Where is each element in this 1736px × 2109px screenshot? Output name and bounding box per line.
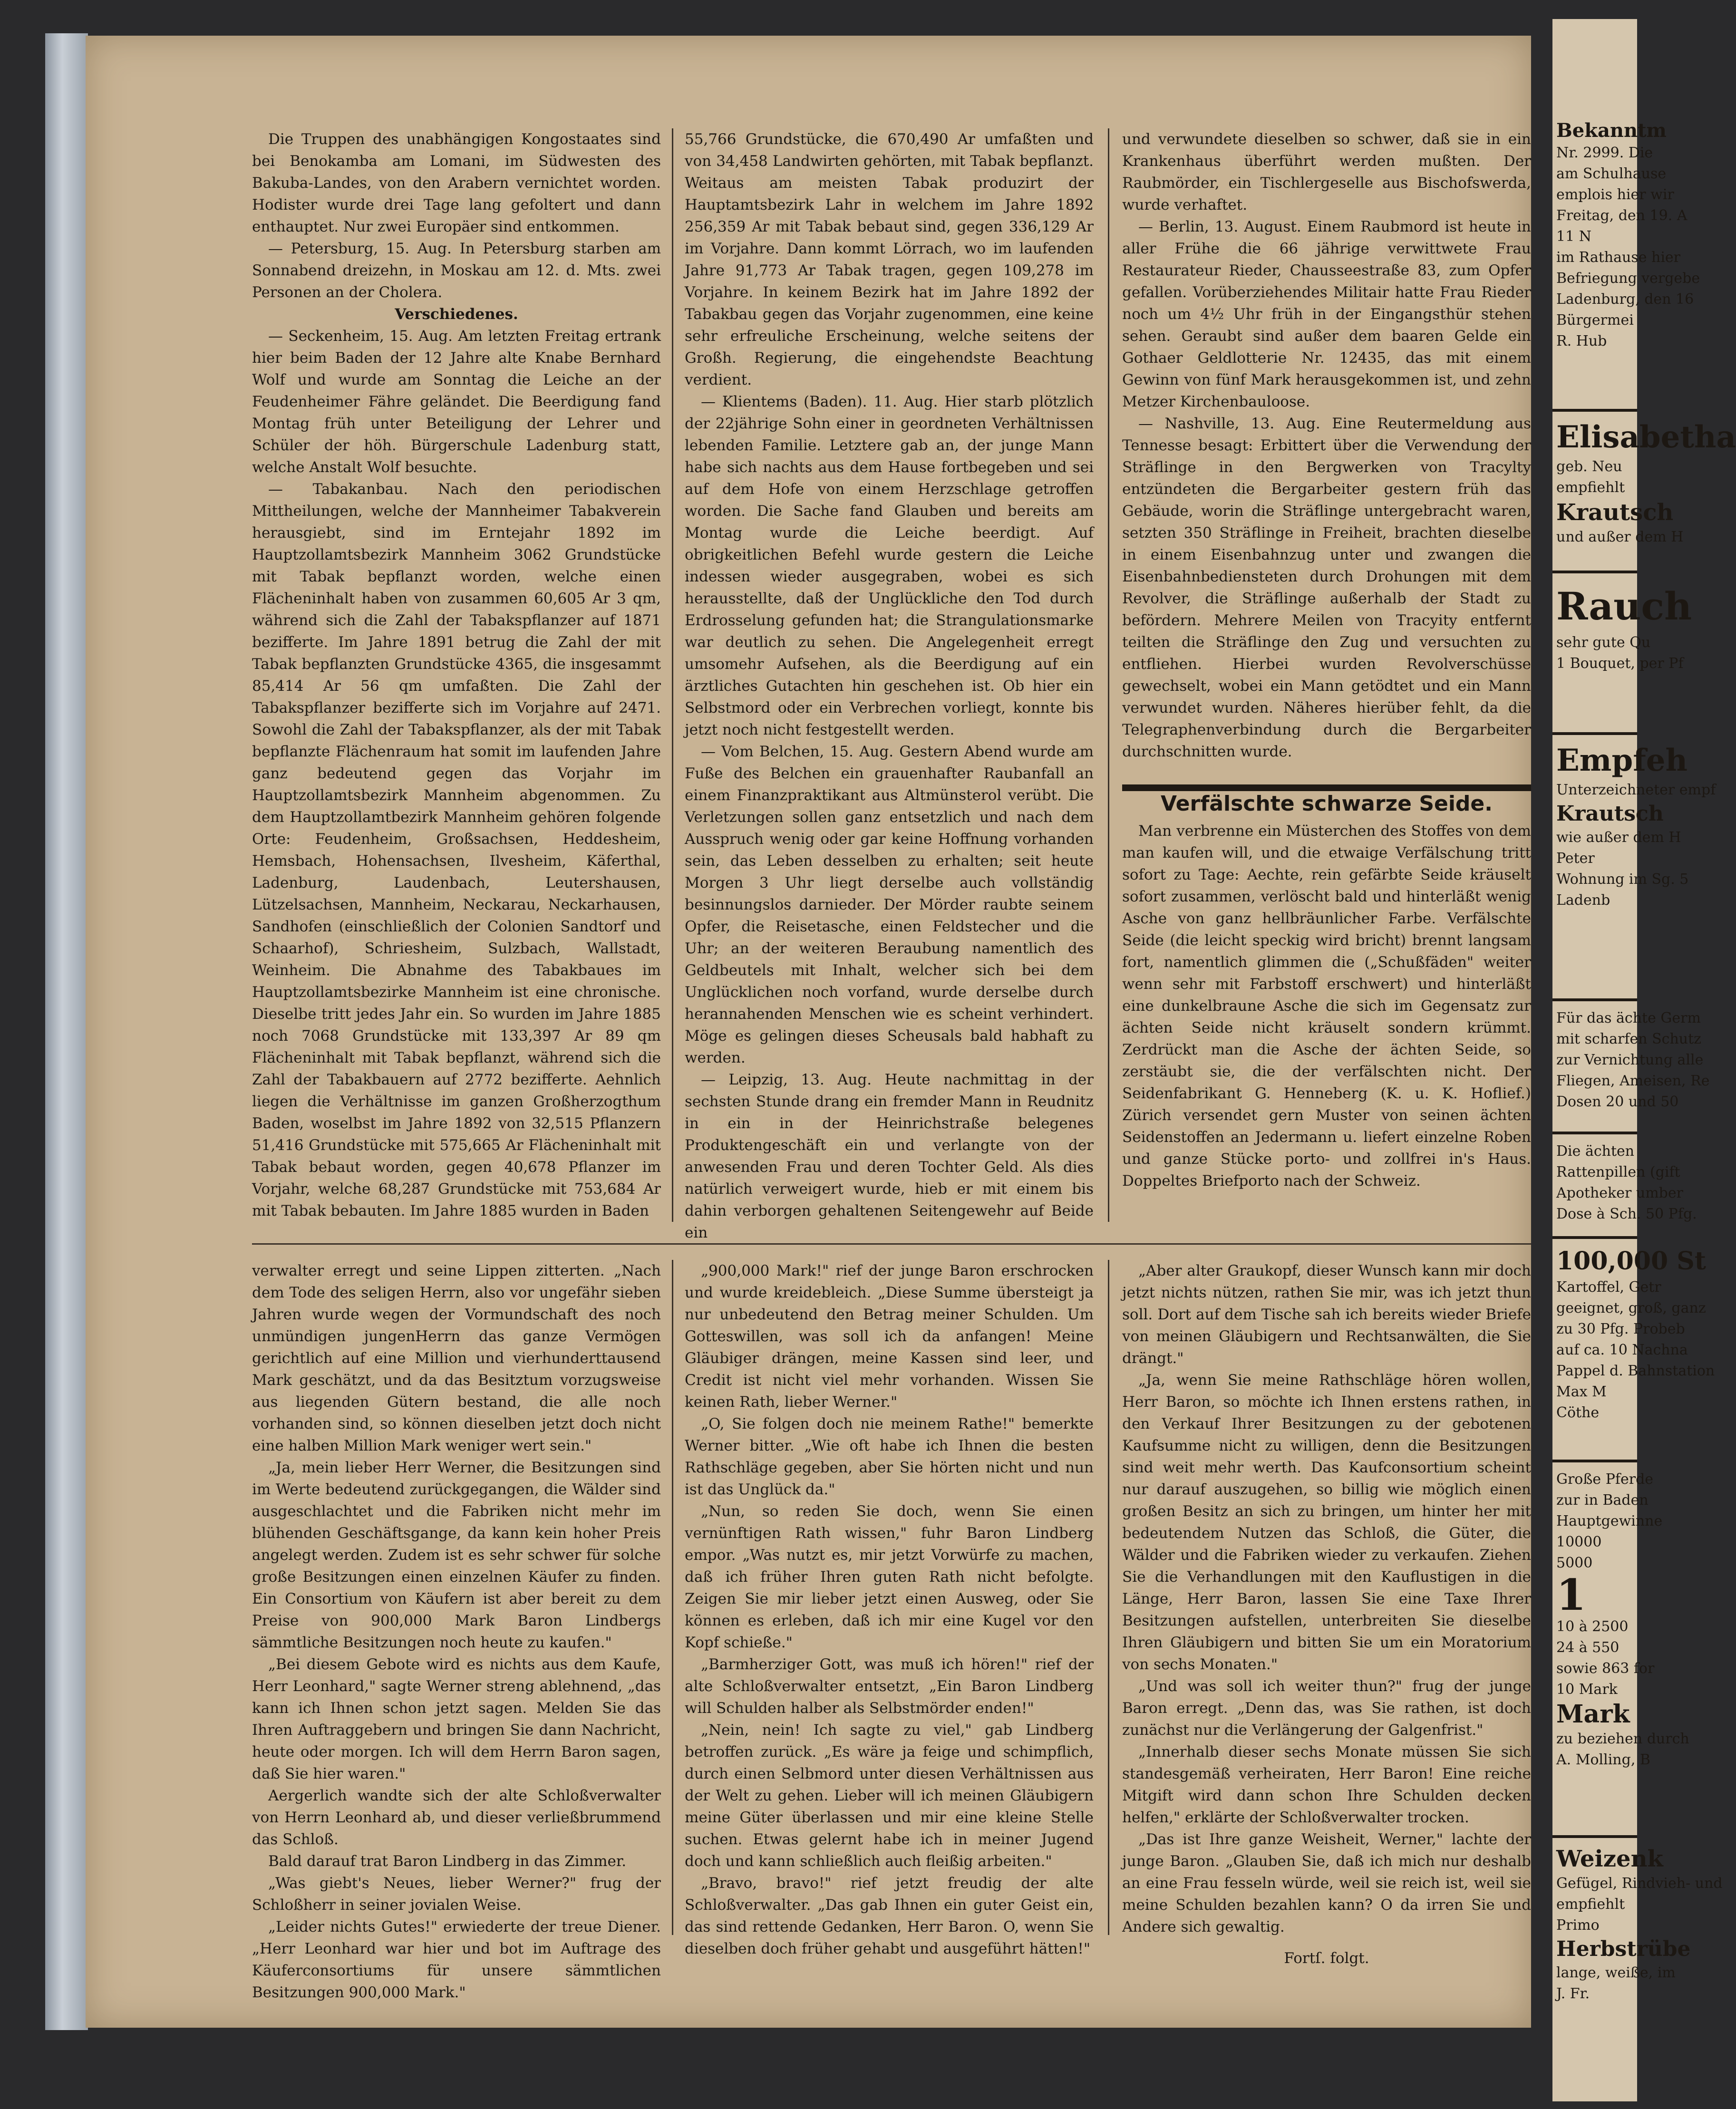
article-seckenheim: — Seckenheim, 15. Aug. Am letzten Freitag ertrank hier beim Baden der 12 Jahre alte Knabe Bernhard Wolf und wurde am Sonntag die Leiche an der Feudenheimer Fähre geländet. Die Beerdigung fand Montag früh unter Beteiligung der Lehrer und Schüler der höh. Bürgerschule Ladenburg statt, welche Anstalt Wolf besuchte. — [252, 328, 661, 476]
article-berlin: — Berlin, 13. August. Einem Raubmord ist heute in aller Frühe die 66 jährige verwittwete Frau Restaurateur Rieder, Chausseestraße 83, zum Opfer gefallen. Vorüberziehendes Militair hatte Frau Rieder noch um 4½ Uhr früh in der Eingangsthür stehen sehen. Geraubt sind außer dem baaren Gelde ein Gothaer Geldlotterie Nr. 12435, das mit einem Gewinn von fünf Mark herausgekommen ist, und zehn Metzer Kirchenbauloose. — [1122, 218, 1531, 410]
story-paragraph: „Was giebt's Neues, lieber Werner?" frug der Schloßherr in seiner jovialen Weise. — [252, 1875, 661, 1914]
edge-ad-empfehlung: Empfeh Unterzeichneter empf Krautsch wie außer dem H Peter Wohnung im Sg. 5 Ladenb — [1556, 743, 1716, 909]
story-paragraph: verwalter erregt und seine Lippen zitterten. „Nach dem Tode des seligen Herrn, also vor ungefähr sieben Jahren wurde wegen der Vormundschaft des noch unmündigen jungenHerrn das ganze Vermögen gerichtlich auf eine Million und vierhunderttausend Mark geschätzt, und da das Besitztum vorzugsweise aus liegenden Gütern bestand, die alle noch vorhanden sind, so können dieselben jetzt doch nicht eine halben Million Mark weniger wert sein." — [252, 1262, 661, 1454]
column-rule — [672, 1260, 673, 1935]
story-paragraph: „O, Sie folgen doch nie meinem Rathe!" bemerkte Werner bitter. „Wie oft habe ich Ihnen die besten Rathschläge gegeben, aber Sie hörten nicht und nun ist das Unglück da." — [685, 1415, 1094, 1498]
story-paragraph: „Aber alter Graukopf, dieser Wunsch kann mir doch jetzt nichts nützen, rathen Sie mir, was ich jetzt thun soll. Dort auf dem Tische sah ich bereits wieder Briefe von meinen Gläubigern und Rechtsanwälten, die Sie drängt." — [1122, 1262, 1531, 1367]
article-leipzig-cont: und verwundete dieselben so schwer, daß sie in ein Krankenhaus überführt werden mußten. Der Raubmörder, ein Tischlergeselle aus Bischofswerda, wurde verhaftet. — [1122, 131, 1531, 213]
edge-ad-kartoffel: 100,000 St Kartoffel, Getr geeignet, groß, ganz zu 30 Pfg. Probeb auf ca. 10 Nachna Pappel d. Bahnstation Max M Cöthe — [1556, 1247, 1715, 1421]
story-paragraph: „Nein, nein! Ich sagte zu viel," gab Lindberg betroffen zurück. „Es wäre ja feige und schimpflich, durch einen Selbmord unter diesen Verhältnissen aus der Welt zu gehen. Lieber will ich meinen Gläubigern meine Güter überlassen und mir eine kleine Stelle suchen. Etwas gelernt habe ich in meiner Jugend doch und kann schließlich auch fleißig arbeiten." — [685, 1722, 1094, 1870]
article-tabakanbau: — Tabakanbau. Nach den periodischen Mittheilungen, welche der Mannheimer Tabakverein herausgiebt, sind im Erntejahr 1892 im Hauptzollamtsbezirk Mannheim 3062 Grundstücke mit Tabak bepflanzt worden, welche einen Flächeninhalt haben von zusammen 60,605 Ar 3 qm, während sich die Zahl der Tabakspflanzer auf 1871 bezifferte. Im Jahre 1891 betrug die Zahl der mit Tabak bepflanzten Grundstücke 4365, die insgesammt 85,414 Ar 56 qm umfaßten. Die Zahl der Tabakspflanzer bezifferte sich im Vorjahre auf 2471. Sowohl die Zahl der Tabakspflanzer, als der mit Tabak bepflanzte Flächenraum hat somit im laufenden Jahre ganz bedeutend gegen das Vorjahr im Hauptzollamtsbezirk Mannheim abgenommen. Zu dem Hauptzollamtbezirk Mannheim gehören folgende Orte: Feudenheim, Großsachsen, Heddesheim, Hemsbach, Hohensachsen, Ilvesheim, Käferthal, Ladenburg, Laudenbach, Leutershausen, Lützelsachsen, Mannheim, Neckarau, Neckarhausen, Sandhofen (einschließlich der Colonien Sandtorf und Schaarhof), Schriesheim, Sulzbach, Wallstadt, Weinheim. Die Abnahme des Tabakbaues im Hauptzollamtsbezirke Mannheim ist eine chronische. Dieselbe tritt jedes Jahr ein. So wurden im Jahre 1885 noch 7068 Grundstücke mit 133,397 Ar 89 qm Flächeninhalt mit Tabak bepflanzt, während sich die Zahl der Tabakbauern auf 2772 bezifferte. Aehnlich liegen die Verhältnisse im ganzen Großherzogthum Baden, woselbst im Jahre 1892 von 32,515 Pflanzern 51,416 Grundstücke mit 575,665 Ar Flächeninhalt mit Tabak bebaut worden, gegen 40,678 Pflanzer im Vorjahr, welche 68,287 Grundstücke mit 753,684 Ar mit Tabak bebauten. Im Jahre 1885 wurden in Baden — [252, 481, 661, 1219]
book-binding — [45, 33, 88, 2030]
section-heading-verschiedenes: Verschiedenes. — [395, 306, 518, 323]
section-separator-rule — [252, 1243, 1531, 1245]
feuilleton-column-2 — [685, 1260, 1094, 1957]
feuilleton-column-1 — [252, 1260, 661, 2001]
edge-ad-pferdelotterie: Große Pferde zur in Baden Hauptgewinne 10000 5000 1 10 à 2500 24 à 550 sowie 863 for 10 Mark Mark zu beziehen durch A. Molling, B — [1556, 1471, 1689, 1768]
story-paragraph: „Bei diesem Gebote wird es nichts aus dem Kaufe, Herr Leonhard," sagte Werner streng ablehnend, „das kann ich Ihnen schon jetzt sagen. Melden Sie das Ihren Auftraggebern und bringen Sie dann Nachricht, heute oder morgen. Ich will dem Herrn Baron sagen, daß Sie hier waren." — [252, 1656, 661, 1782]
edge-rule — [1552, 571, 1637, 573]
ad-title: Verfälschte schwarze Seide. — [1161, 792, 1493, 816]
article-klientems: — Klientems (Baden). 11. Aug. Hier starb plötzlich der 22jährige Sohn einer in geordneten Verhältnissen lebenden Familie. Letztere gab an, der junge Mann habe sich nachts aus dem Hause fortbegeben und sei auf dem Hofe von einem Herzschlage getroffen worden. Die Sache fand Glauben und bereits am Montag wurde die Leiche beerdigt. Auf obrigkeitlichen Befehl wurde gestern die Leiche indessen wieder ausgegraben, wobei es sich herausstellte, daß der Unglückliche den Tod durch Erdrosselung gefunden hat; die Strangulationsmarke war deutlich zu sehen. Die Angelegenheit erregt umsomehr Aufsehen, als die Beerdigung auf ein ärztliches Gutachten hin geschehen ist. Ob hier ein Selbstmord oder ein Verbrechen vorliegt, konnte bis jetzt noch nicht festgestellt werden. — [685, 393, 1094, 738]
story-paragraph: „Nun, so reden Sie doch, wenn Sie einen vernünftigen Rath wissen," fuhr Baron Lindberg empor. „Was nutzt es, mir jetzt Vorwürfe zu machen, daß ich früher Ihren guten Rath nicht befolgte. Zeigen Sie mir lieber jetzt einen Ausweg, oder Sie können es erleben, daß ich mir eine Kugel vor den Kopf schieße." — [685, 1503, 1094, 1651]
edge-rule — [1552, 732, 1637, 735]
story-paragraph: „Ja, mein lieber Herr Werner, die Besitzungen sind im Werte bedeutend zurückgegangen, die Wälder sind ausgeschlachtet und die Fabriken nicht mehr im blühenden Geschäftsgange, da kann kein hoher Preis angelegt werden. Zudem ist es sehr schwer für solche große Besitzungen einen einzelnen Käufer zu finden. Ein Consortium von Käufern ist aber bereit zu dem Preise von 900,000 Mark Baron Lindbergs sämmtliche Besitzungen noch heute zu kaufen." — [252, 1459, 661, 1651]
article-petersburg: — Petersburg, 15. Aug. In Petersburg starben am Sonnabend dreizehn, in Moskau am 12. d. Mts. zwei Personen an der Cholera. — [252, 240, 661, 301]
edge-ad-germania: Für das ächte Germ mit scharfen Schutz zur Vernichtung alle Fliegen, Ameisen, Re Dosen 20 und 50 — [1556, 1010, 1710, 1110]
edge-ad-rattenpillen: Die ächten Rattenpillen (gift Apotheker umber Dose à Sch. 50 Pfg. — [1556, 1143, 1697, 1222]
edge-ad-rauch: Rauch sehr gute Qu 1 Bouquet, per Pf — [1556, 584, 1692, 672]
edge-rule — [1552, 1460, 1637, 1462]
ad-body: Man verbrenne ein Müsterchen des Stoffes von dem man kaufen will, und die etwaige Verfälschung tritt sofort zu Tage: Aechte, rein gefärbte Seide kräuselt sofort zusammen, verlöscht bald und hinterläßt wenig Asche von ganz hellbräunlicher Farbe. Verfälschte Seide (die leicht speckig wird bricht) brennt langsam fort, namentlich glimmen die („Schußfäden" weiter wenn sehr mit Farbstoff erschwert) und hinterläßt eine dunkelbraune Asche die sich im Gegensatz zur ächten Seide nicht kräuselt sondern krümmt. Zerdrückt man die Asche der ächten Seide, so zerstäubt sie, die der verfälschten nicht. Der Seidenfabrikant G. Henneberg (K. u. K. Hoflief.) Zürich versendet gern Muster von seinen ächten Seidenstoffen an Jedermann u. liefert einzelne Roben und ganze Stücke porto- und zollfrei in's Haus. Doppeltes Briefporto nach der Schweiz. — [1122, 822, 1531, 1190]
adjacent-page-edge — [1552, 19, 1736, 2101]
edge-ad-weizen: Weizenk Gefügel, Rindvieh- und empfiehlt Primo Herbstrübe lange, weiße, im J. Fr. — [1556, 1846, 1723, 2002]
article-tabakanbau-cont: 55,766 Grundstücke, die 670,490 Ar umfaßten und von 34,458 Landwirten gehörten, mit Tabak bepflanzt. Weitaus am meisten Tabak produzirt der Hauptamtsbezirk Lahr in welchem im Jahre 1892 256,359 Ar mit Tabak bebaut sind, gegen 336,129 Ar im Vorjahre. Dann kommt Lörrach, wo im laufenden Jahre 91,773 Ar Tabak tragen, gegen 109,278 im Vorjahre. In keinem Bezirk hat im Jahre 1892 der Tabakbau gegen das Vorjahr zugenommen, eine keine sehr erfreuliche Erscheinung, welche seitens der Großh. Regierung, die eingehendste Beachtung verdient. — [685, 131, 1094, 388]
edge-rule — [1552, 1132, 1637, 1134]
continued-note: Fortſ. folgt. — [1284, 1950, 1369, 1967]
story-paragraph: „Bravo, bravo!" rief jetzt freudig der alte Schloßverwalter. „Das gab Ihnen ein guter Geist ein, das sind rettende Gedanken, Herr Baron. O, wenn Sie dieselben doch früher gehabt und ausgeführt hätten!" — [685, 1875, 1094, 1957]
column-rule — [1108, 128, 1109, 1222]
story-paragraph: „900,000 Mark!" rief der junge Baron erschrocken und wurde kreidebleich. „Diese Summe übersteigt ja nur unbedeutend den Betrag meiner Schulden. Um Gotteswillen, was soll ich da anfangen! Meine Gläubiger drängen, meine Kassen sind leer, und Credit ist nicht viel mehr vorhanden. Wissen Sie keinen Rath, lieber Werner." — [685, 1262, 1094, 1411]
advertisement-seide — [1122, 820, 1531, 1234]
article-nashville: — Nashville, 13. Aug. Eine Reutermeldung aus Tennesse besagt: Erbittert über die Verwendung der Sträflinge in den Bergwerken von Tracylty entzündeten die Bergarbeiter gestern früh das Gebäude, worin die Sträflinge untergebracht waren, setzten 350 Sträflinge in Freiheit, brachten dieselbe in einem Eisenbahnzug unter und zwangen die Eisenbahnbediensteten durch Drohungen mit dem Revolver, die Sträflinge außerhalb der Stadt zu befördern. Mehrere Meilen von Tracyity entfernt teilten die Sträflinge den Zug und versuchten zu entfliehen. Hierbei wurden Revolverschüsse gewechselt, wobei ein Mann getödtet und ein Mann verwundet wurden. Näheres hierüber fehlt, da die Telegraphenverbindung durch die Bergarbeiter durchschnitten wurde. — [1122, 415, 1531, 760]
article-leipzig: — Leipzig, 13. Aug. Heute nachmittag in der sechsten Stunde drang ein fremder Mann in Reudnitz in ein in der Heinrichstraße belegenes Produktengeschäft ein und verlangte von der anwesenden Frau und deren Tochter Geld. Als dies natürlich verweigert wurde, hieb er mit einem bis dahin verborgen gehaltenen Seitengewehr auf Beide ein — [685, 1071, 1094, 1241]
story-paragraph: „Innerhalb dieser sechs Monate müssen Sie sich standesgemäß verheiraten, Herr Baron! Eine reiche Mitgift wird dann schon Ihre Schulden decken helfen," erklärte der Schloßverwalter trocken. — [1122, 1743, 1531, 1826]
column-3 — [1122, 128, 1531, 784]
edge-ad-elisabetha: Elisabetha geb. Neu empfiehlt Krautsch und außer dem H — [1556, 419, 1736, 545]
column-1 — [252, 128, 661, 1236]
column-2 — [685, 128, 1094, 1241]
story-paragraph: Bald darauf trat Baron Lindberg in das Zimmer. — [268, 1853, 627, 1870]
column-rule — [672, 128, 673, 1222]
edge-rule — [1552, 1236, 1637, 1239]
story-paragraph: „Barmherziger Gott, was muß ich hören!" rief der alte Schloßverwalter entsetzt, „Ein Baron Lindberg will Schulden halber als Selbstmörder enden!" — [685, 1656, 1094, 1717]
story-paragraph: „Das ist Ihre ganze Weisheit, Werner," lachte der junge Baron. „Glauben Sie, daß ich mich nur deshalb an eine Frau fesseln würde, weil sie reich ist, weil sie meine Schulden bezahlen kann? O da irren Sie und Andere sich gewaltig. — [1122, 1831, 1531, 1935]
feuilleton-column-3 — [1122, 1260, 1531, 1967]
edge-rule — [1552, 1835, 1637, 1838]
article-kongo: Die Truppen des unabhängigen Kongostaates sind bei Benokamba am Lomani, im Südwesten des Bakuba-Landes, von den Arabern vernichtet worden. Hodister wurde drei Tage lang gefoltert und dann enthauptet. Nur zwei Europäer sind entkommen. — [252, 131, 661, 235]
article-belchen: — Vom Belchen, 15. Aug. Gestern Abend wurde am Fuße des Belchen ein grauenhafter Raubanfall an einem Finanzpraktikant aus Altmünsterol verübt. Die Verletzungen sollen ganz entsetzlich und nach dem Ausspruch wenig oder gar keine Hoffnung vorhanden sein, das Leben desselben zu erhalten; seit heute Morgen 3 Uhr liegt derselbe auch vollständig besinnungslos darnieder. Der Mörder raubte seinem Opfer, die Reisetasche, einen Feldstecher und die Uhr; an der weiteren Beraubung namentlich des Geldbeutels mit Inhalt, welcher sich bei dem Unglücklichen noch vorfand, wurde derselbe durch herannahenden Menschen wie es scheint verhindert. Möge es gelingen dieses Scheusals bald habhaft zu werden. — [685, 743, 1094, 1066]
edge-notice: Bekanntm Nr. 2999. Die am Schulhause emplois hier wir Freitag, den 19. A 11 N im Rathause hier Befriegung vergebe Ladenburg, den 16 Bürgermei R. Hub — [1556, 119, 1700, 349]
ad-separator-rule — [1122, 784, 1531, 791]
story-paragraph: „Leider nichts Gutes!" erwiederte der treue Diener. „Herr Leonhard war hier und bot im Auftrage des Käuferconsortiums für unsere sämmtlichen Besitzungen 900,000 Mark." — [252, 1918, 661, 2001]
column-rule — [1108, 1260, 1109, 1935]
story-paragraph: „Und was soll ich weiter thun?" frug der junge Baron erregt. „Denn das, was Sie rathen, ist doch zunächst nur die Verlängerung der Galgenfrist." — [1122, 1678, 1531, 1739]
edge-rule — [1552, 998, 1637, 1001]
story-paragraph: „Ja, wenn Sie meine Rathschläge hören wollen, Herr Baron, so möchte ich Ihnen erstens rathen, in den Verkauf Ihrer Besitzungen zu der gebotenen Kaufsumme nicht zu willigen, denn die Besitzungen sind weit mehr werth. Das Kaufconsortium scheint nur darauf auszugehen, so billig wie möglich einen großen Besitz an sich zu bringen, um hinter her mit bedeutendem Nutzen das Schloß, die Güter, die Wälder und die Fabriken wieder zu verkaufen. Ziehen Sie die Verhandlungen mit den Kauflustigen in die Länge, Herr Baron, lassen Sie eine Taxe Ihrer Besitzungen aufstellen, unterbreiten Sie dieselbe Ihren Gläubigern und bitten Sie um ein Moratorium von sechs Monaten." — [1122, 1372, 1531, 1673]
edge-rule — [1552, 409, 1637, 412]
story-paragraph: Aergerlich wandte sich der alte Schloßverwalter von Herrn Leonhard ab, und dieser verließbrummend das Schloß. — [252, 1787, 661, 1848]
